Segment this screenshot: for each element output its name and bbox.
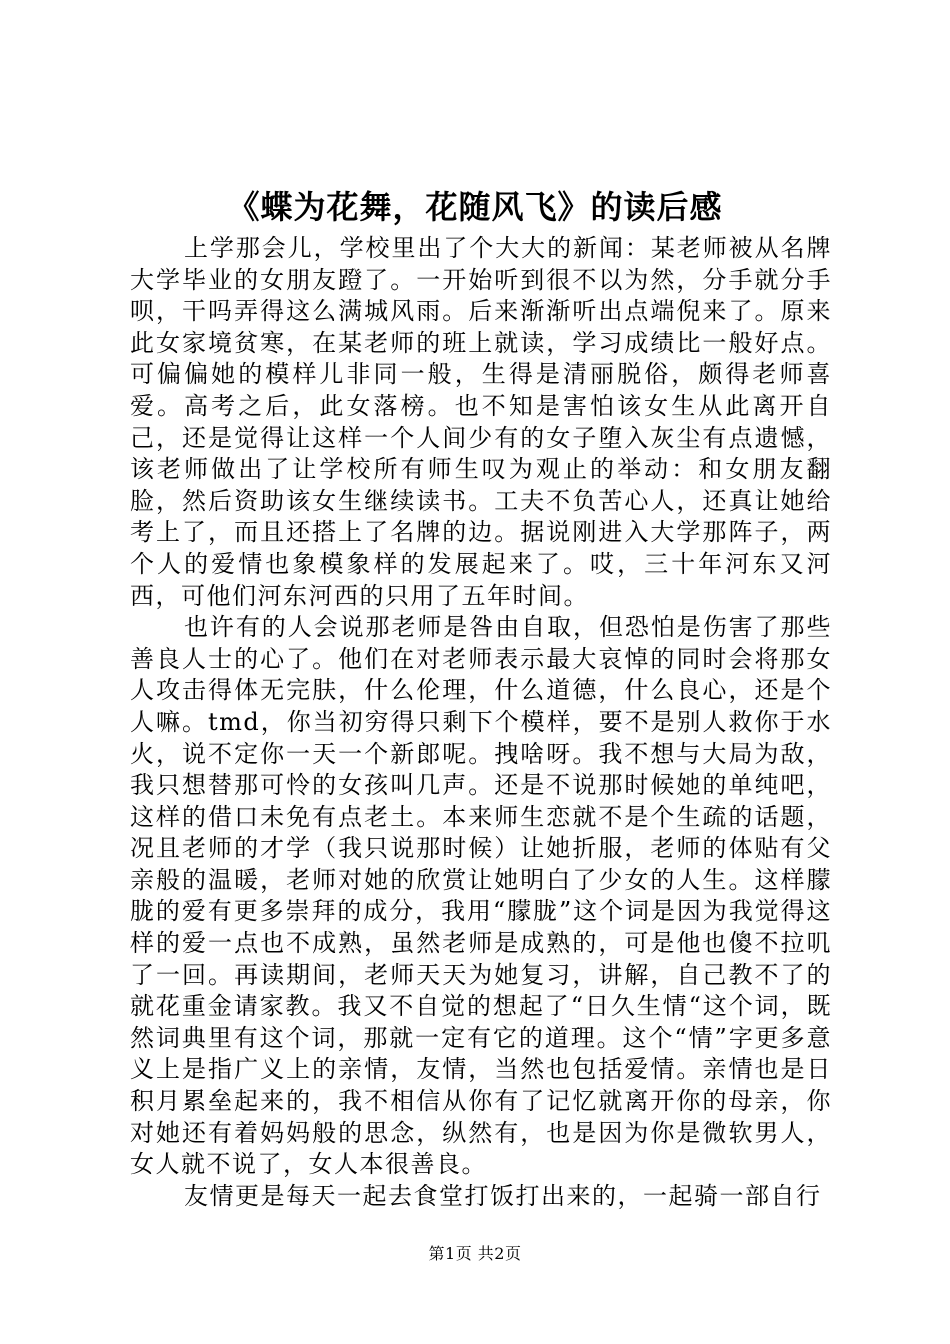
paragraph: 友情更是每天一起去食堂打饭打出来的，一起骑一部自行 xyxy=(184,1181,822,1210)
document-body xyxy=(130,233,832,1212)
paragraph: 上学那会儿，学校里出了个大大的新闻：某老师被从名牌大学毕业的女朋友蹬了。一开始听到很不以为然，分手就分手呗，干吗弄得这么满城风雨。后来渐渐听出点端倪来了。原来此女家境贫寒，在某老师的班上就读，学习成绩比一般好点。可偏偏她的模样儿非同一般，生得是清丽脱俗，颇得老师喜爱。高考之后，此女落榜。也不知是害怕该女生从此离开自己，还是觉得让这样一个人间少有的女子堕入灰尘有点遗憾，该老师做出了让学校所有师生叹为观止的举动：和女朋友翻脸，然后资助该女生继续读书。工夫不负苦心人，还真让她给考上了，而且还搭上了名牌的边。据说刚进入大学那阵子，两个人的爱情也象模象样的发展起来了。哎，三十年河东又河西，可他们河东河西的只用了五年时间。 xyxy=(130,234,832,610)
page-number-footer: 第1页 共2页 xyxy=(428,1244,522,1263)
document-title: 《蝶为花舞，花随风飞》的读后感 xyxy=(227,188,723,226)
paragraph: 也许有的人会说那老师是咎由自取，但恐怕是伤害了那些善良人士的心了。他们在对老师表示最大哀悼的同时会将那女人攻击得体无完肤，什么伦理，什么道德，什么良心，还是个人嘛。tmd，你当初穷得只剩下个模样，要不是别人救你于水火，说不定你一天一个新郎呢。拽啥呀。我不想与大局为敌，我只想替那可怜的女孩叫几声。还是不说那时候她的单纯吧，这样的借口未免有点老土。本来师生恋就不是个生疏的话题，况且老师的才学（我只说那时候）让她折服，老师的体贴有父亲般的温暖，老师对她的欣赏让她明白了少女的人生。这样朦胧的爱有更多崇拜的成分，我用“朦胧”这个词是因为我觉得这样的爱一点也不成熟，虽然老师是成熟的，可是他也傻不拉叽了一回。再读期间，老师天天为她复习，讲解，自己教不了的就花重金请家教。我又不自觉的想起了“日久生情“这个词，既然词典里有这个词，那就一定有它的道理。这个“情”字更多意义上是指广义上的亲情，友情，当然也包括爱情。亲情也是日积月累垒起来的，我不相信从你有了记忆就离开你的母亲，你对她还有着妈妈般的思念，纵然有，也是因为你是微软男人，女人就不说了，女人本很善良。 xyxy=(130,613,832,1179)
